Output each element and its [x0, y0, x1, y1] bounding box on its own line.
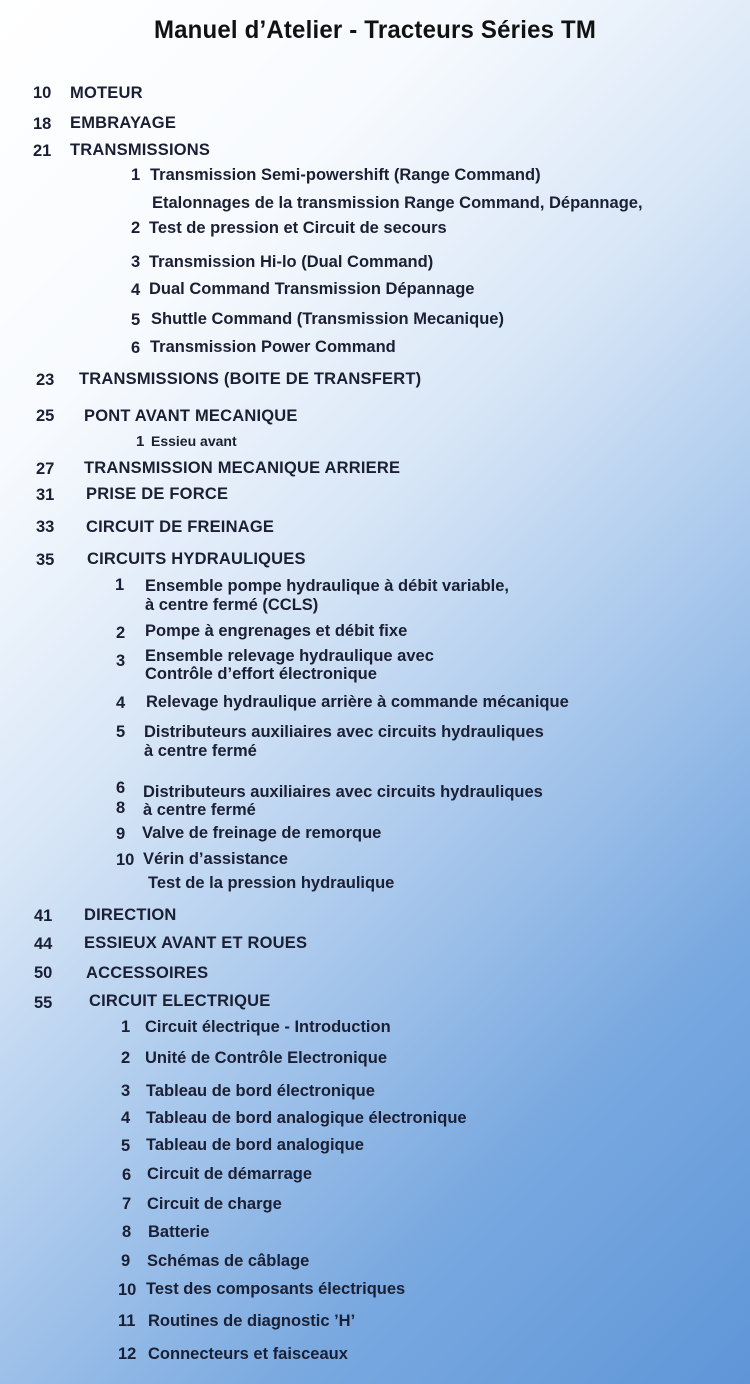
section-title-direction: DIRECTION [84, 906, 177, 924]
section-title-prise-de-force: PRISE DE FORCE [86, 485, 229, 503]
list-item: Transmission Semi-powershift (Range Command) [150, 166, 541, 184]
item-number: 10 [118, 1281, 137, 1299]
list-item: Tableau de bord analogique électronique [146, 1109, 467, 1127]
list-item: Relevage hydraulique arrière à commande mécanique [146, 693, 569, 711]
item-number: 12 [118, 1345, 137, 1363]
item-number: 5 [116, 723, 126, 741]
section-title-electrique: CIRCUIT ELECTRIQUE [89, 992, 271, 1010]
section-title-transmission-arriere: TRANSMISSION MECANIQUE ARRIERE [84, 459, 401, 477]
item-number: 2 [121, 1049, 131, 1067]
section-number: 44 [34, 935, 53, 953]
item-number: 9 [116, 825, 126, 843]
section-title-transmissions: TRANSMISSIONS [70, 141, 211, 159]
section-number: 33 [36, 518, 55, 536]
list-item: Connecteurs et faisceaux [148, 1345, 348, 1363]
list-item: Dual Command Transmission Dépannage [149, 280, 475, 298]
list-item: Ensemble relevage hydraulique avec [145, 647, 434, 665]
section-title-accessoires: ACCESSOIRES [86, 964, 209, 982]
list-item: Essieu avant [151, 433, 237, 449]
list-item-continued: à centre fermé [143, 801, 256, 819]
item-number: 3 [121, 1082, 131, 1100]
list-item: Circuit électrique - Introduction [145, 1018, 391, 1036]
item-number: 2 [131, 219, 141, 237]
item-number: 11 [118, 1312, 136, 1330]
section-number: 41 [34, 907, 53, 925]
list-item: Vérin d’assistance [143, 850, 288, 868]
list-item: Circuit de charge [147, 1195, 282, 1213]
item-number: 6 [122, 1166, 132, 1184]
item-number: 6 [131, 339, 141, 357]
list-item: Etalonnages de la transmission Range Command, Dépannage, [152, 194, 643, 212]
list-item: Pompe à engrenages et débit fixe [145, 622, 408, 640]
item-number: 6 [116, 779, 126, 797]
section-number: 31 [36, 486, 55, 504]
list-item: Tableau de bord électronique [146, 1082, 375, 1100]
list-item-continued: à centre fermé (CCLS) [145, 596, 319, 614]
item-number: 1 [131, 166, 141, 184]
section-number: 21 [33, 142, 52, 160]
list-item: Shuttle Command (Transmission Mecanique) [151, 310, 504, 328]
list-item-continued: Contrôle d’effort électronique [145, 665, 377, 683]
list-item: Test des composants électriques [146, 1280, 406, 1298]
section-title-moteur: MOTEUR [70, 84, 143, 102]
list-item: Valve de freinage de remorque [142, 824, 382, 842]
item-number: 8 [122, 1223, 132, 1241]
list-item: Tableau de bord analogique [146, 1136, 364, 1154]
list-item: Test de pression et Circuit de secours [149, 219, 447, 237]
list-item: Batterie [148, 1223, 210, 1241]
list-item: Transmission Power Command [150, 338, 396, 356]
section-title-pont-avant: PONT AVANT MECANIQUE [84, 407, 298, 425]
section-title-essieux: ESSIEUX AVANT ET ROUES [84, 934, 308, 952]
section-number: 23 [36, 371, 55, 389]
item-number: 4 [121, 1109, 131, 1127]
item-number: 3 [116, 652, 126, 670]
item-number: 4 [116, 694, 126, 712]
item-number: 10 [116, 851, 135, 869]
item-number: 9 [121, 1252, 131, 1270]
item-number: 4 [131, 281, 141, 299]
list-item: Distributeurs auxiliaires avec circuits hydrauliques [143, 783, 543, 801]
section-number: 10 [33, 84, 52, 102]
list-item: Ensemble pompe hydraulique à débit variable, [145, 577, 510, 595]
list-item: Circuit de démarrage [147, 1165, 313, 1183]
list-item-continued: à centre fermé [144, 742, 257, 760]
item-number: 1 [115, 576, 125, 594]
section-number: 50 [34, 964, 53, 982]
list-item: Test de la pression hydraulique [148, 874, 395, 892]
list-item: Distributeurs auxiliaires avec circuits hydrauliques [144, 723, 544, 741]
page-title: Manuel d’Atelier - Tracteurs Séries TM [153, 16, 597, 44]
list-item: Schémas de câblage [147, 1252, 310, 1270]
section-number: 27 [36, 460, 55, 478]
section-title-hydrauliques: CIRCUITS HYDRAULIQUES [87, 550, 306, 568]
item-number: 3 [131, 253, 141, 271]
list-item: Transmission Hi-lo (Dual Command) [149, 253, 434, 271]
item-number: 7 [122, 1195, 132, 1213]
section-title-freinage: CIRCUIT DE FREINAGE [86, 518, 275, 536]
section-number: 18 [33, 115, 52, 133]
list-item: Unité de Contrôle Electronique [145, 1049, 388, 1067]
section-number: 35 [36, 551, 55, 569]
item-number: 8 [116, 799, 126, 817]
item-number: 5 [131, 311, 141, 329]
item-number: 1 [121, 1018, 131, 1036]
section-number: 25 [36, 407, 55, 425]
item-number: 5 [121, 1137, 131, 1155]
list-item: Routines de diagnostic ’H’ [148, 1312, 356, 1330]
item-number: 1 [136, 433, 145, 450]
section-number: 55 [34, 994, 53, 1012]
item-number: 2 [116, 624, 126, 642]
section-title-embrayage: EMBRAYAGE [70, 114, 177, 132]
section-title-boite-de-transfert: TRANSMISSIONS (BOITE DE TRANSFERT) [79, 370, 422, 388]
